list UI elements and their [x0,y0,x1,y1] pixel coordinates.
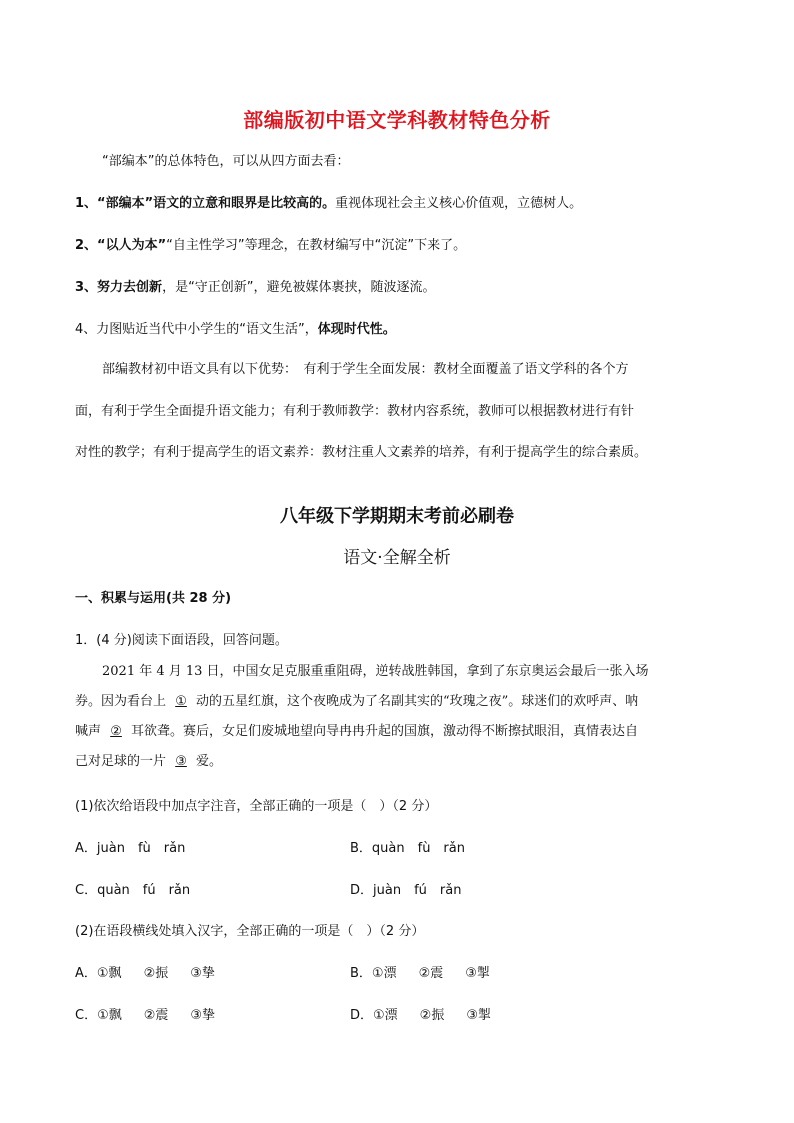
option-text: quàn fù rǎn [371,841,465,856]
point-number: 2、 [75,238,98,253]
option-part: ③挚 [190,966,215,981]
exam-subtitle: 语文·全解全析 [343,548,451,568]
point-number: 4、 [75,322,97,337]
option-2c [75,1004,215,1023]
option-1c [75,879,190,898]
option-part: ③挚 [190,1008,216,1023]
option-label: B． [350,841,372,856]
section-heading: 一、积累与运用(共 28 分) [75,591,232,606]
option-1a [75,837,185,856]
point-bold-tail: 体现时代性。 [317,322,396,337]
point-number: 3、 [75,280,98,295]
document-title: 部编版初中语文学科教材特色分析 [243,108,551,132]
option-part: ①漂 [371,966,397,981]
passage-text: 喊声 [75,724,102,739]
intro-point-1 [75,192,582,211]
passage-text: 己对足球的一片 [75,754,167,769]
option-part: ③掣 [466,1008,491,1023]
passage-line [75,687,675,717]
passage-line [75,717,675,747]
point-text: ，是“守正创新”，避免被媒体裹挟，随波逐流。 [162,280,436,295]
option-part: ①飘 [97,1008,122,1023]
option-part: ③掣 [465,966,490,981]
point-text: 力图贴近当代中小学生的“语文生活”， [96,322,318,337]
intro-point-2 [75,234,466,253]
option-label: C． [75,1008,98,1023]
exam-title: 八年级下学期期末考前必刷卷 [280,506,514,527]
intro-lead: “部编本”的总体特色，可以从四方面去看： [102,154,350,169]
option-label: A． [75,841,97,856]
blank-2: ② [110,724,122,739]
option-1d [350,879,461,898]
reading-passage [75,657,675,777]
point-number: 1、 [75,196,98,211]
option-2b [350,962,490,981]
option-label: B． [350,966,372,981]
option-part: ②震 [418,966,444,981]
option-2a [75,962,215,981]
intro-point-4 [75,318,396,337]
option-part: ②振 [419,1008,445,1023]
intro-paragraph-line-1: 部编教材初中语文具有以下优势： 有利于学生全面发展：教材全面覆盖了语文学科的各个方 [102,362,629,377]
option-part: ①飘 [96,966,122,981]
option-part: ②震 [143,1008,169,1023]
point-bold-text: “以人为本” [97,238,167,253]
passage-text: 动的五星红旗，这个夜晚成为了名副其实的“玫瑰之夜”。球迷们的欢呼声、呐 [196,694,639,709]
passage-text: 券。因为看台上 [75,694,167,709]
blank-3: ③ [175,754,187,769]
passage-line [75,747,675,777]
option-label: D． [350,1008,374,1023]
option-2d [350,1004,491,1023]
option-text: juàn fù rǎn [96,841,186,856]
point-text: 重视体现社会主义核心价值观，立德树人。 [335,196,583,211]
passage-text: 耳欲聋。赛后，女足们废城地望向导冉冉升起的国旗，激动得不断擦拭眼泪，真情表达自 [131,724,639,739]
option-label: A． [75,966,97,981]
option-1b [350,837,465,856]
question-1-prompt: 1．(4 分)阅读下面语段，回答问题。 [75,633,288,648]
passage-text: 爱。 [196,754,223,769]
blank-1: ① [175,694,187,709]
intro-point-3 [75,276,436,295]
intro-paragraph-line-3: 对性的教学；有利于提高学生的语文素养：教材注重人文素养的培养，有利于提高学生的综合素质。 [75,445,648,460]
point-text: “自主性学习”等理念，在教材编写中“沉淀”下来了。 [166,238,467,253]
sub-question-1: (1)依次给语段中加点字注音，全部正确的一项是（ ）（2 分） [75,799,438,814]
option-label: D． [350,883,374,898]
option-text: quàn fú rǎn [97,883,191,898]
option-part: ②振 [143,966,169,981]
point-bold-text: 努力去创新 [97,280,163,295]
intro-paragraph-line-2: 面，有利于学生全面提升语文能力；有利于教师教学：教材内容系统，教师可以根据教材进行有针 [75,404,635,419]
option-label: C． [75,883,98,898]
option-text: juàn fú rǎn [373,883,462,898]
passage-line: 2021 年 4 月 13 日，中国女足克服重重阻碍，逆转战胜韩国，拿到了东京奥运会最后一张入场 [102,664,649,679]
point-bold-text: “部编本”语文的立意和眼界是比较高的。 [97,196,336,211]
sub-question-2: (2)在语段横线处填入汉字，全部正确的一项是（ ）（2 分） [75,924,425,939]
option-part: ①漂 [373,1008,398,1023]
